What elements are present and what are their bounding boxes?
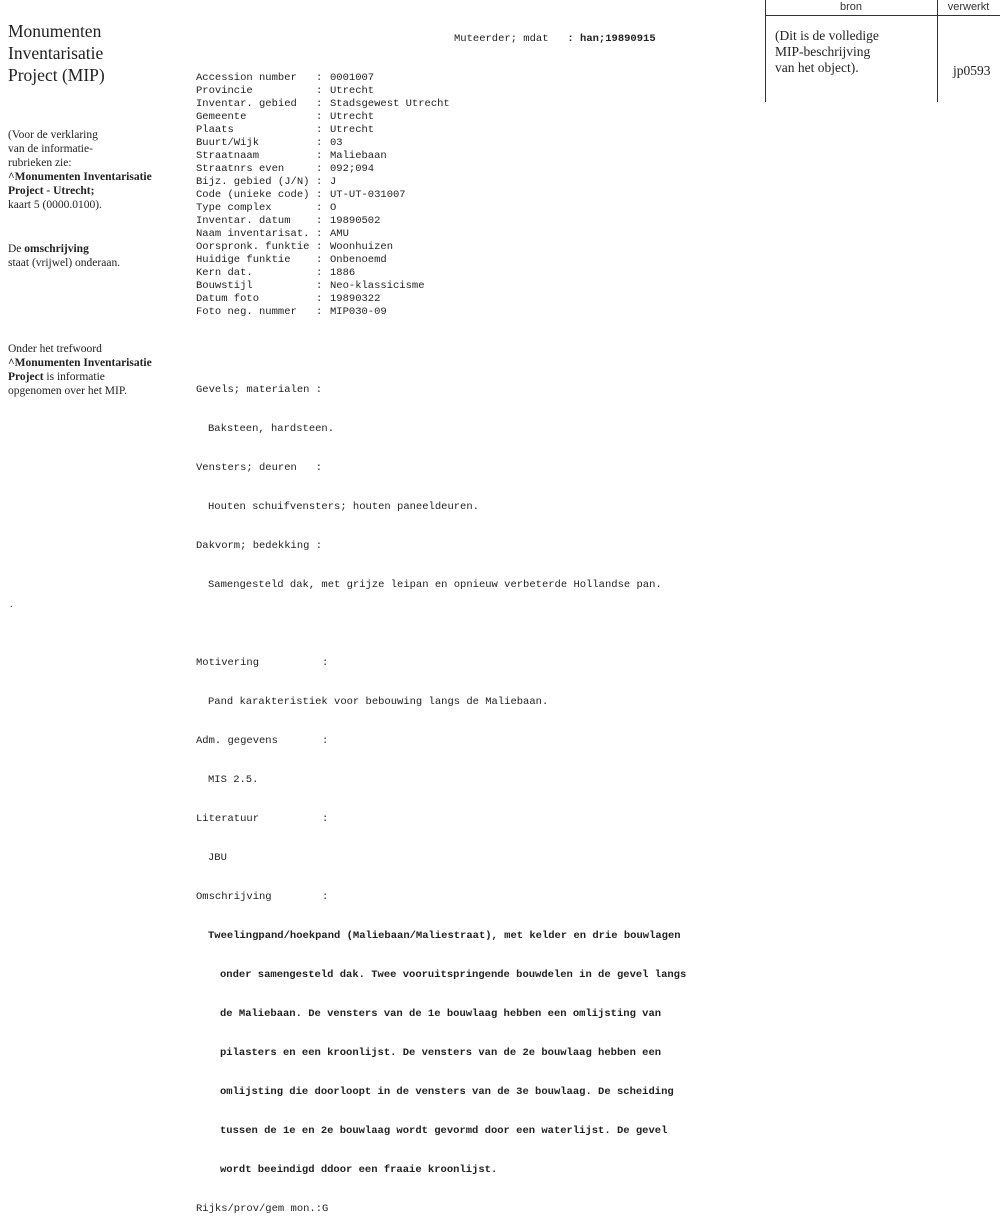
- field-value: MIP030-09: [330, 306, 387, 318]
- note-bold: ^Monumenten Inventarisatie: [8, 357, 152, 369]
- field-separator: :: [316, 85, 323, 97]
- field-separator: :: [316, 293, 323, 305]
- field-row: [196, 306, 756, 319]
- field-label: Type complex: [196, 202, 272, 214]
- sidebar-note-legend: [8, 128, 173, 212]
- literatuur-label: Literatuur :: [196, 813, 329, 825]
- field-separator: :: [316, 254, 323, 266]
- sidebar-note-description: [8, 242, 173, 270]
- omschrijving-line: onder samengesteld dak. Twee vooruitspringende bouwdelen in de gevel langs: [220, 969, 687, 981]
- verwerkt-cell: jp0593: [953, 63, 991, 78]
- dakvorm-label: Dakvorm; bedekking :: [196, 540, 323, 552]
- gevels-value: Baksteen, hardsteen.: [208, 423, 335, 435]
- field-separator: :: [316, 137, 323, 149]
- field-separator: :: [316, 176, 323, 188]
- field-row: [196, 111, 756, 124]
- field-separator: :: [316, 267, 323, 279]
- note-line: van de informatie-: [8, 143, 93, 155]
- gevels-label: Gevels; materialen :: [196, 384, 323, 396]
- omschrijving-line: tussen de 1e en 2e bouwlaag wordt gevormd door een waterlijst. De gevel: [220, 1125, 668, 1137]
- omschrijving-line: Tweelingpand/hoekpand (Maliebaan/Maliestraat), met kelder en drie bouwlagen: [208, 930, 681, 942]
- field-label: Gemeente: [196, 111, 247, 123]
- field-value: Maliebaan: [330, 150, 387, 162]
- field-value: Utrecht: [330, 111, 375, 123]
- omschrijving-line: pilasters en een kroonlijst. De vensters van de 2e bouwlaag hebben een: [220, 1047, 662, 1059]
- field-label: Datum foto: [196, 293, 260, 305]
- adm-label: Adm. gegevens :: [196, 735, 329, 747]
- vensters-label: Vensters; deuren :: [196, 462, 323, 474]
- field-row: [196, 241, 756, 254]
- mutator-value: : han;19890915: [567, 33, 656, 45]
- dakvorm-value: Samengesteld dak, met grijze leipan en opnieuw verbeterde Hollandse pan.: [208, 579, 662, 591]
- field-label: Straatnrs even: [196, 163, 285, 175]
- field-label: Kern dat.: [196, 267, 253, 279]
- field-label: Accession number: [196, 72, 297, 84]
- record-body: [196, 33, 756, 1229]
- field-label: Foto neg. nummer: [196, 306, 297, 318]
- column-header-bron: bron: [839, 1, 863, 13]
- field-row: [196, 293, 756, 306]
- field-separator: :: [316, 306, 323, 318]
- field-value: Neo-klassicisme: [330, 280, 425, 292]
- literatuur-value: JBU: [208, 852, 227, 864]
- field-separator: :: [316, 228, 323, 240]
- sidebar: [8, 20, 168, 610]
- field-value: Utrecht: [330, 124, 375, 136]
- omschrijving-line: wordt beeindigd ddoor een fraaie kroonlijst.: [220, 1164, 498, 1176]
- field-value: 19890322: [330, 293, 381, 305]
- field-separator: :: [316, 241, 323, 253]
- field-separator: :: [316, 98, 323, 110]
- omschrijving-label: Omschrijving :: [196, 891, 329, 903]
- omschrijving-line: de Maliebaan. De vensters van de 1e bouwlaag hebben een omlijsting van: [220, 1008, 662, 1020]
- bron-line: van het object).: [775, 60, 859, 75]
- field-value: UT-UT-031007: [330, 189, 406, 201]
- field-value: 03: [330, 137, 343, 149]
- field-value: 0001007: [330, 72, 375, 84]
- field-value: AMU: [330, 228, 349, 240]
- note-text: is informatie: [43, 371, 105, 383]
- field-label: Inventar. gebied: [196, 98, 297, 110]
- field-label: Oorspronk. funktie: [196, 241, 310, 253]
- field-row: [196, 150, 756, 163]
- field-label: Bijz. gebied (J/N): [196, 176, 310, 188]
- bron-line: MIP-beschrijving: [775, 44, 871, 59]
- field-label: Code (unieke code): [196, 189, 310, 201]
- sidebar-title-line: Project (MIP): [8, 65, 105, 85]
- field-separator: :: [316, 280, 323, 292]
- field-row: [196, 98, 756, 111]
- note-bold: ^Monumenten Inventarisatie: [8, 171, 152, 183]
- field-value: J: [330, 176, 337, 188]
- table-header-rule: [765, 15, 1000, 16]
- field-separator: :: [316, 215, 323, 227]
- field-label: Provincie: [196, 85, 253, 97]
- sidebar-title-line: Monumenten: [8, 21, 102, 41]
- field-value: Stadsgewest Utrecht: [330, 98, 450, 110]
- motivering-value: Pand karakteristiek voor bebouwing langs de Maliebaan.: [208, 696, 549, 708]
- field-value: O: [330, 202, 337, 214]
- note-bold: Project - Utrecht;: [8, 185, 95, 197]
- note-text: De: [8, 243, 25, 255]
- field-separator: :: [316, 111, 323, 123]
- field-row: [196, 215, 756, 228]
- bron-cell: [775, 28, 935, 76]
- note-line: rubrieken zie:: [8, 157, 72, 169]
- note-bold: omschrijving: [24, 243, 89, 255]
- note-line: Onder het trefwoord: [8, 343, 102, 355]
- stray-dot: .: [10, 598, 13, 610]
- field-row: [196, 137, 756, 150]
- field-separator: :: [316, 202, 323, 214]
- field-row: [196, 280, 756, 293]
- note-line: staat (vrijwel) onderaan.: [8, 257, 121, 269]
- note-line: opgenomen over het MIP.: [8, 385, 127, 397]
- field-row: [196, 228, 756, 241]
- bron-line: (Dit is de volledige: [775, 28, 879, 43]
- field-label: Plaats: [196, 124, 234, 136]
- rijks-field: [196, 1203, 756, 1216]
- field-value: 19890502: [330, 215, 381, 227]
- field-value: Woonhuizen: [330, 241, 394, 253]
- field-separator: :: [316, 189, 323, 201]
- omschrijving-line: omlijsting die doorloopt in de vensters van de 3e bouwlaag. De scheiding: [220, 1086, 674, 1098]
- field-separator: :: [316, 163, 323, 175]
- field-separator: :: [316, 124, 323, 136]
- field-label: Buurt/Wijk: [196, 137, 260, 149]
- field-label: Inventar. datum: [196, 215, 291, 227]
- sidebar-note-keyword: [8, 342, 173, 398]
- field-row: [196, 202, 756, 215]
- column-header-verwerkt: verwerkt: [947, 1, 990, 13]
- sidebar-title-line: Inventarisatie: [8, 43, 104, 63]
- field-row: [196, 189, 756, 202]
- mutator-field: [454, 33, 656, 46]
- note-line: kaart 5 (0000.0100).: [8, 199, 102, 211]
- field-row: [196, 254, 756, 267]
- field-row: [196, 124, 756, 137]
- field-value: 092;094: [330, 163, 375, 175]
- mutator-label: Muteerder; mdat: [454, 33, 549, 45]
- field-list: [196, 72, 756, 319]
- field-row: [196, 72, 756, 85]
- vensters-value: Houten schuifvensters; houten paneeldeuren.: [208, 501, 479, 513]
- field-separator: :: [316, 150, 323, 162]
- adm-value: MIS 2.5.: [208, 774, 259, 786]
- field-value: 1886: [330, 267, 356, 279]
- field-label: Straatnaam: [196, 150, 260, 162]
- field-separator: :: [316, 72, 323, 84]
- field-value: Utrecht: [330, 85, 375, 97]
- field-label: Huidige funktie: [196, 254, 291, 266]
- field-row: [196, 267, 756, 280]
- field-label: Naam inventarisat.: [196, 228, 310, 240]
- field-row: [196, 163, 756, 176]
- note-bold: Project: [8, 371, 44, 383]
- motivering-label: Motivering :: [196, 657, 329, 669]
- field-row: [196, 85, 756, 98]
- field-row: [196, 176, 756, 189]
- source-table: [765, 0, 1000, 102]
- field-label: Bouwstijl: [196, 280, 253, 292]
- note-line: (Voor de verklaring: [8, 129, 98, 141]
- rijks-label: Rijks/prov/gem mon.:: [196, 1203, 323, 1215]
- rijks-value: G: [322, 1203, 329, 1215]
- field-value: Onbenoemd: [330, 254, 387, 266]
